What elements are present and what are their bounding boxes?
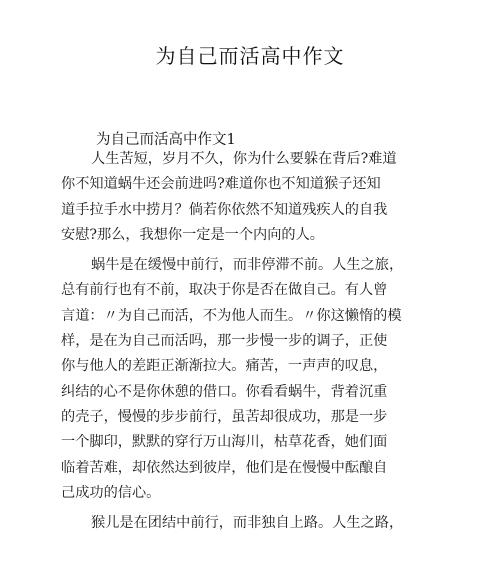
paragraph: [61, 253, 421, 506]
text-line: 己成功的信心。: [61, 484, 161, 501]
paragraph: [61, 511, 421, 536]
text-line: 猴儿是在团结中前行，而非独自上路。人生之路，: [91, 515, 404, 532]
text-line: 安慰?那么，我想你一定是一个内向的人。: [61, 226, 324, 243]
text-line: 一个脚印，默默的穿行万山海川，枯草花香，她们面: [61, 434, 388, 451]
text-line: 样，是在为自己而活吗，那一步慢一步的调子，正使: [61, 333, 388, 350]
text-line: 人生苦短，岁月不久，你为什么要躲在背后?难道: [91, 151, 397, 167]
text-line: 的壳子，慢慢的步步前行，虽苦却很成功，那是一步: [61, 408, 388, 425]
text-line: 言道：〃为自己而活，不为他人而生。〃你这懒惰的模: [61, 307, 402, 324]
text-line: 你与他人的差距正渐渐拉大。痛苦，一声声的叹息，: [61, 358, 388, 375]
section-heading: 为自己而活高中作文1: [96, 132, 236, 148]
text-line: 纠结的心不是你休憩的借口。你看看蜗牛，背着沉重: [61, 383, 388, 400]
paragraph: [61, 147, 421, 248]
text-line: 你不知道蜗牛还会前进吗?难道你也不知道猴子还知: [61, 176, 381, 193]
body-text: [61, 147, 421, 536]
document-title: 为自己而活高中作文: [155, 44, 345, 68]
text-line: 临着苦难，却依然达到彼岸，他们是在慢慢中酝酿自: [61, 459, 388, 476]
text-line: 道手拉手水中捞月？倘若你依然不知道残疾人的自我: [61, 201, 388, 218]
text-line: 蜗牛是在缓慢中前行，而非停滞不前。人生之旅，: [91, 257, 404, 274]
text-line: 总有前行也有不前，取决于你是否在做自己。有人曾: [61, 282, 388, 299]
